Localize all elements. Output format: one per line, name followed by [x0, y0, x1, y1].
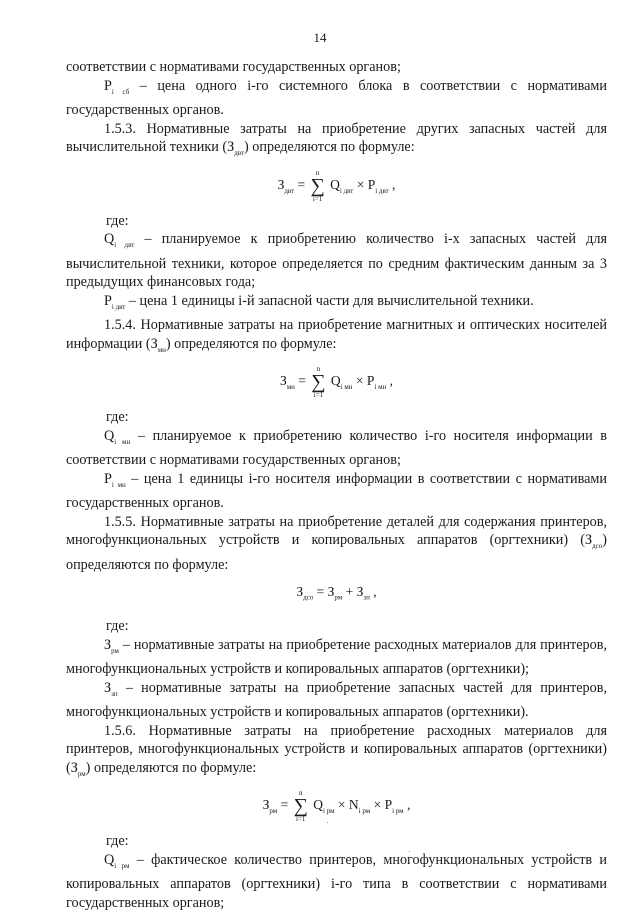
- subscript: рм: [269, 807, 278, 816]
- formula-op: ×: [352, 373, 367, 389]
- symbol: Q: [104, 852, 115, 869]
- paragraph-text: – цена 1 единицы i-й запасной части для вычислительной техники.: [125, 292, 534, 309]
- paragraph-text: – планируемое к приобретению количество i-х запасных частей для вычислительной техники, которое определяется по средним фактическим данным за 3 предыдущих финансовых года;: [66, 231, 607, 291]
- section-1-5-5: [66, 513, 607, 575]
- subscript: зп: [111, 689, 118, 698]
- subscript: рм: [111, 646, 119, 655]
- formula-symbol: Р: [384, 797, 393, 813]
- symbol: З: [584, 532, 593, 549]
- paragraph-text: – планируемое к приобретению количество i-го носителя информации в соответствии с нормативами государственных органов;: [66, 427, 607, 469]
- sum-upper: n: [316, 365, 321, 374]
- subscript: i рм: [114, 861, 130, 870]
- formula-2: [66, 365, 607, 399]
- where-label: где:: [106, 212, 129, 229]
- paragraph-text: ) определяются по формуле:: [244, 139, 415, 156]
- formula-op: ,: [369, 583, 377, 599]
- paragraph-text: – фактическое количество принтеров, многофункциональных устройств и копировальных аппаратов (оргтехники) i-го типа в соответствии с нормативами государственных органов;: [66, 852, 607, 912]
- paragraph-text: – цена 1 единицы i-го носителя информации в соответствии с нормативами государственных органов.: [66, 470, 607, 512]
- subscript: i сб: [111, 87, 130, 96]
- subscript: дсо: [303, 593, 314, 602]
- subscript: i мн: [340, 383, 353, 392]
- symbol: З: [150, 335, 158, 352]
- formula-3: [66, 581, 607, 609]
- sum-upper: n: [298, 789, 303, 798]
- subscript: рм: [334, 593, 343, 602]
- paragraph: [66, 636, 607, 679]
- where-label: где:: [106, 409, 129, 426]
- formula-op: =: [277, 797, 292, 813]
- sum-lower: i=1: [312, 194, 323, 203]
- paragraph-text: 1.5.5. Нормативные затраты на приобретение деталей для содержания принтеров, многофункциональных устройств и копировальных аппаратов (оргтехники) (: [66, 513, 607, 549]
- formula-symbol: З: [279, 373, 287, 389]
- subscript: зп: [363, 593, 370, 602]
- sum-upper: n: [315, 168, 320, 177]
- subscript: i двт: [111, 302, 126, 311]
- formula-op: ,: [388, 176, 396, 192]
- sum-lower: i=1: [296, 815, 306, 824]
- subscript: i рм: [323, 807, 335, 816]
- formula-symbol: Р: [367, 176, 376, 192]
- subscript: i мн: [114, 437, 131, 446]
- paragraph: [66, 292, 607, 316]
- formula-symbol: Q: [330, 373, 341, 389]
- formula-symbol: З: [262, 797, 270, 813]
- sum-sign: n ∑ i=1: [293, 789, 308, 824]
- paragraph-text: 1.5.6. Нормативные затраты на приобретение расходных материалов для принтеров, многофункциональных устройств и копировальных аппаратов (оргтехники) (: [66, 722, 607, 776]
- formula-op: ,: [386, 373, 394, 389]
- symbol: Р: [104, 292, 112, 309]
- formula-op: ×: [334, 797, 349, 813]
- symbol: З: [104, 636, 112, 653]
- symbol: З: [227, 139, 235, 156]
- section-1-5-3: [66, 120, 607, 163]
- formula-symbol: Q: [330, 176, 340, 192]
- subscript: i двт: [339, 186, 354, 195]
- symbol: Р: [104, 77, 112, 94]
- subscript: i двт: [375, 186, 389, 195]
- where-label: где:: [106, 618, 129, 635]
- formula-symbol: З: [356, 583, 364, 599]
- sum-lower: i=1: [313, 391, 324, 400]
- subscript: i мн: [374, 383, 387, 392]
- paragraph: [66, 470, 607, 513]
- paragraph-text: ) определяются по формуле:: [165, 335, 337, 352]
- formula-symbol: Р: [366, 373, 375, 389]
- subscript: мн: [286, 383, 295, 392]
- subscript: двт: [234, 149, 245, 158]
- symbol: З: [70, 760, 78, 776]
- formula-op: ×: [370, 797, 385, 813]
- formula-op: =: [294, 373, 310, 389]
- formula-symbol: З: [327, 583, 335, 599]
- paragraph: [66, 679, 607, 722]
- subscript: i мн: [111, 480, 126, 489]
- scan-speck: [327, 822, 328, 823]
- sum-sign: n ∑ i=1: [311, 365, 326, 400]
- formula-op: =: [294, 176, 309, 192]
- formula-symbol: Q: [313, 797, 323, 813]
- formula-op: ,: [403, 797, 411, 813]
- formula-op: ×: [353, 176, 368, 192]
- section-1-5-6: [66, 722, 607, 784]
- where-label: где:: [106, 833, 129, 850]
- page-number: 14: [313, 30, 327, 45]
- symbol: Q: [104, 427, 115, 444]
- scan-speck: [409, 851, 410, 852]
- sum-sign: n ∑ i=1: [310, 168, 325, 203]
- paragraph: [66, 427, 607, 470]
- formula-op: +: [342, 583, 357, 599]
- paragraph: [66, 851, 607, 913]
- paragraph-text: – нормативные затраты на приобретение расходных материалов для принтеров, многофункциональных устройств и копировальных аппаратов (оргтехники);: [66, 636, 607, 678]
- paragraph-text: 1.5.4. Нормативные затраты на приобретение магнитных и оптических носителей информации (: [66, 317, 607, 352]
- section-1-5-4: [66, 316, 607, 359]
- subscript: мн: [157, 345, 166, 354]
- paragraph: [66, 58, 607, 77]
- formula-symbol: З: [277, 176, 285, 192]
- symbol: З: [104, 679, 112, 696]
- paragraph-text: ) определяются по формуле:: [66, 532, 607, 573]
- formula-op: =: [313, 583, 328, 599]
- formula-symbol: З: [296, 583, 304, 599]
- formula-symbol: N: [348, 797, 359, 813]
- paragraph: [66, 230, 607, 292]
- paragraph-text: – нормативные затраты на приобретение запасных частей для принтеров, многофункциональных устройств и копировальных аппаратов (оргтехники).: [66, 679, 607, 721]
- paragraph-text: ) определяются по формуле:: [85, 760, 257, 776]
- paragraph-text: соответствии с нормативами государственных органов;: [66, 59, 401, 75]
- paragraph: [66, 77, 607, 120]
- symbol: Р: [104, 470, 112, 487]
- document-body: [66, 58, 607, 913]
- subscript: дсо: [592, 542, 603, 551]
- subscript: рм: [77, 769, 86, 778]
- subscript: i рм: [392, 807, 404, 816]
- formula-1: [66, 169, 607, 203]
- symbol: Q: [104, 231, 115, 248]
- paragraph-text: 1.5.3. Нормативные затраты на приобретение других запасных частей для вычислительной техники (: [66, 120, 607, 156]
- subscript: i рм: [358, 807, 371, 816]
- subscript: двт: [284, 186, 295, 195]
- subscript: i двт: [114, 241, 135, 250]
- formula-4: [66, 789, 607, 823]
- paragraph-text: – цена одного i-го системного блока в соответствии с нормативами государственных органов.: [66, 77, 607, 119]
